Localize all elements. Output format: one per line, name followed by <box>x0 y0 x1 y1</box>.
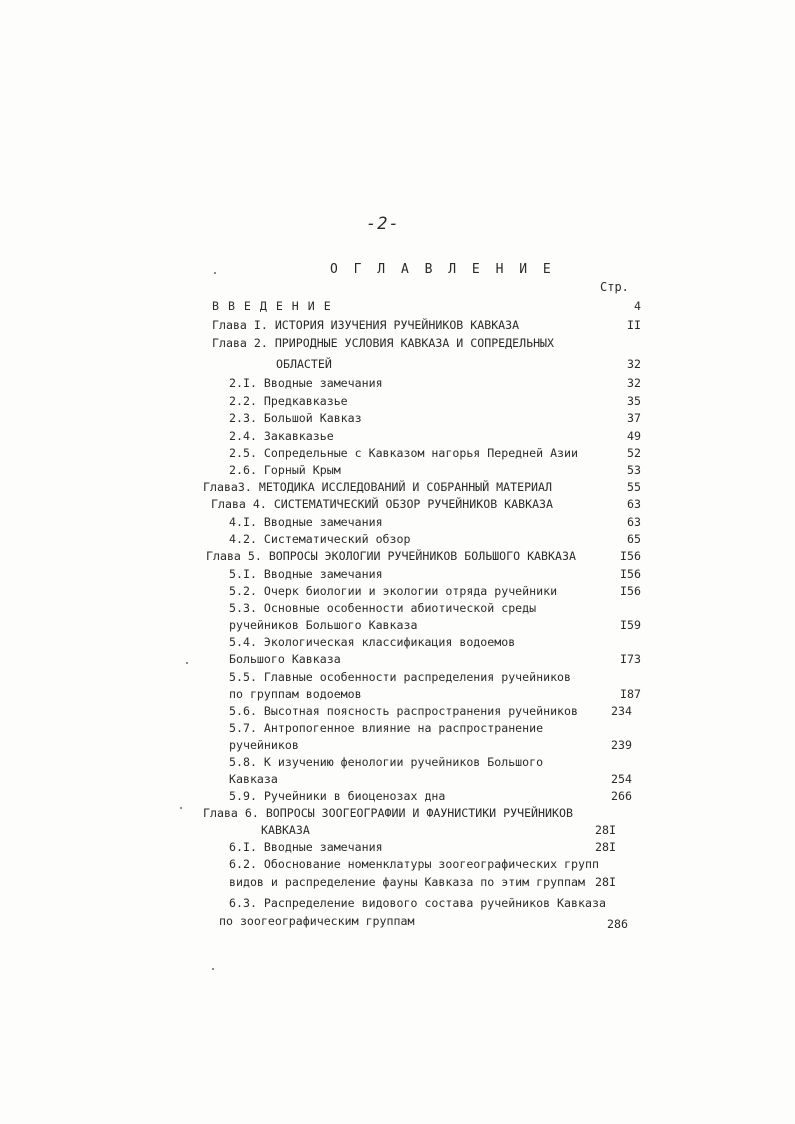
toc-entry-title: В В Е Д Е Н И Е <box>212 299 332 313</box>
toc-entry-title: 5.7. Антропогенное влияние на распространение <box>229 721 544 735</box>
toc-entry-title: Глава3. МЕТОДИКА ИССЛЕДОВАНИЙ И СОБРАННЫЙ МАТЕРИАЛ <box>203 480 553 494</box>
toc-entry-title: 2.5. Сопредельные с Кавказом нагорья Передней Азии <box>229 446 579 460</box>
toc-entry-title: 2.3. Большой Кавказ <box>229 411 362 425</box>
toc-entry-title: Глава I. ИСТОРИЯ ИЗУЧЕНИЯ РУЧЕЙНИКОВ КАВКАЗА <box>212 318 520 332</box>
toc-entry-page: 266 <box>611 789 632 803</box>
toc-entry-page: 239 <box>611 738 632 752</box>
toc-entry-page: 4 <box>634 299 641 313</box>
toc-entry-title: 6.3. Распределение видового состава ручейников Кавказа <box>229 896 606 910</box>
speck <box>214 272 216 274</box>
toc-entry-page: 28I <box>595 840 616 854</box>
toc-entry-page: I56 <box>620 567 641 581</box>
toc-entry-title: Глава 2. ПРИРОДНЫЕ УСЛОВИЯ КАВКАЗА И СОПРЕДЕЛЬНЫХ <box>212 336 555 350</box>
toc-entry-title: ручейников Большого Кавказа <box>229 618 418 632</box>
toc-entry-title: Большого Кавказа <box>229 652 341 666</box>
toc-entry-page: I73 <box>620 652 641 666</box>
toc-entry-title: 4.2. Систематический обзор <box>229 532 411 546</box>
toc-entry-title: по группам водоемов <box>229 687 362 701</box>
toc-entry-title: 5.3. Основные особенности абиотической среды <box>229 601 537 615</box>
toc-entry-title: 2.6. Горный Крым <box>229 463 341 477</box>
toc-entry-title: 6.I. Вводные замечания <box>229 840 383 854</box>
toc-entry-title: ручейников <box>229 738 299 752</box>
toc-entry-page: 65 <box>627 532 641 546</box>
toc-entry-page: 28I <box>595 875 616 889</box>
toc-entry-page: I59 <box>620 618 641 632</box>
toc-entry-title: Глава 5. ВОПРОСЫ ЭКОЛОГИИ РУЧЕЙНИКОВ БОЛЬШОГО КАВКАЗА <box>206 549 576 563</box>
toc-entry-title: по зоогеографическим группам <box>219 914 415 928</box>
toc-entry-page: I56 <box>620 549 641 563</box>
toc-entry-page: 53 <box>627 463 641 477</box>
toc-entry-title: Кавказа <box>229 772 278 786</box>
toc-entry-page: 49 <box>627 429 641 443</box>
toc-entry-title: 5.9. Ручейники в биоценозах дна <box>229 789 446 803</box>
page-number: -2- <box>366 214 400 234</box>
toc-entry-title: 4.I. Вводные замечания <box>229 515 383 529</box>
toc-entry-title: Глава 6. ВОПРОСЫ ЗООГЕОГРАФИИ И ФАУНИСТИКИ РУЧЕЙНИКОВ <box>203 806 573 820</box>
toc-entry-title: 5.4. Экологическая классификация водоемов <box>229 635 516 649</box>
toc-entry-title: 5.6. Высотная поясность распространения ручейников <box>229 704 579 718</box>
page-title: О Г Л А В Л Е Н И Е <box>330 262 555 277</box>
toc-entry-page: 37 <box>627 411 641 425</box>
toc-entry-title: 6.2. Обоснование номенклатуры зоогеографических групп <box>229 857 599 871</box>
toc-entry-page: 28I <box>595 823 616 837</box>
toc-entry-title: ОБЛАСТЕЙ <box>276 357 332 371</box>
toc-entry-page: I56 <box>620 584 641 598</box>
speck <box>180 807 182 809</box>
toc-entry-title: КАВКАЗА <box>261 823 310 837</box>
toc-entry-page: I87 <box>620 687 641 701</box>
toc-entry-page: 63 <box>627 497 641 511</box>
toc-entry-title: 5.I. Вводные замечания <box>229 567 383 581</box>
speck <box>186 662 188 664</box>
toc-entry-page: 55 <box>627 480 641 494</box>
toc-entry-page: 254 <box>611 772 632 786</box>
toc-entry-page: 32 <box>627 357 641 371</box>
toc-entry-page: 52 <box>627 446 641 460</box>
toc-entry-title: 2.I. Вводные замечания <box>229 376 383 390</box>
speck <box>212 968 214 970</box>
toc-entry-page: II <box>627 318 641 332</box>
page-column-header: Стр. <box>600 280 629 294</box>
toc-entry-title: 2.2. Предкавказье <box>229 394 348 408</box>
toc-entry-title: 5.8. К изучению фенологии ручейников Большого <box>229 755 544 769</box>
toc-entry-title: Глава 4. СИСТЕМАТИЧЕСКИЙ ОБЗОР РУЧЕЙНИКОВ КАВКАЗА <box>211 497 554 511</box>
toc-entry-page: 286 <box>607 917 628 931</box>
toc-entry-title: видов и распределение фауны Кавказа по этим группам <box>229 875 585 889</box>
toc-entry-title: 2.4. Закавказье <box>229 429 334 443</box>
toc-entry-title: 5.5. Главные особенности распределения ручейников <box>229 670 572 684</box>
toc-entry-page: 35 <box>627 394 641 408</box>
toc-entry-page: 32 <box>627 376 641 390</box>
toc-entry-page: 63 <box>627 515 641 529</box>
toc-entry-title: 5.2. Очерк биологии и экологии отряда ручейники <box>229 584 558 598</box>
toc-entry-page: 234 <box>611 704 632 718</box>
